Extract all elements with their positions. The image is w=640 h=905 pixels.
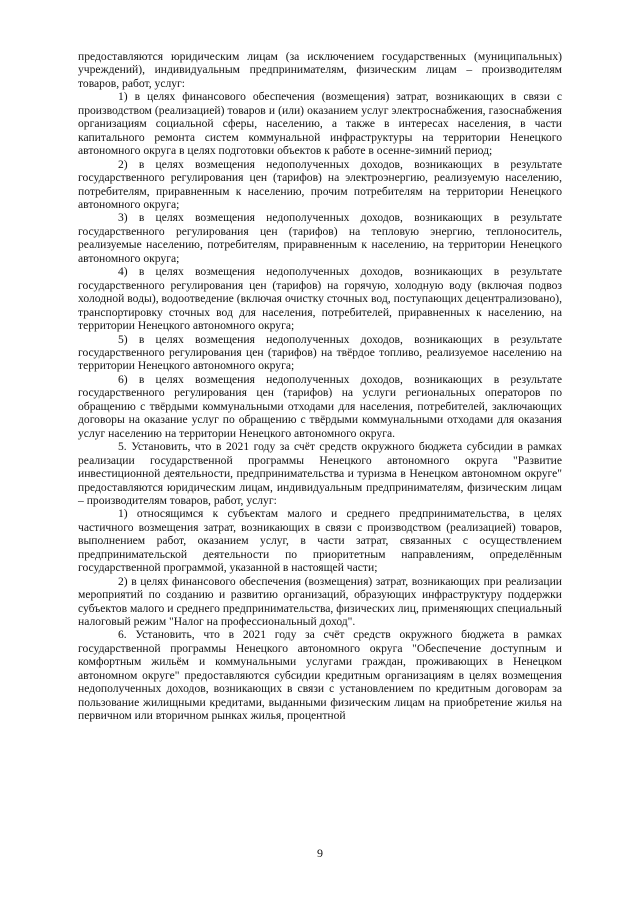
paragraph: 1) в целях финансового обеспечения (возмещения) затрат, возникающих в связи с производством (реализацией) товаров и (или) оказанием услуг электроснабжения, газоснабжения организациям социальной сферы, населению, а также в интересах населения, в части капитального ремонта систем коммунальной инфраструктуры на территории Ненецкого автономного округа в целях подготовки объектов к работе в осенне-зимний период; xyxy=(78,90,562,158)
paragraph: 5. Установить, что в 2021 году за счёт средств окружного бюджета субсидии в рамках реализации государственной программы Ненецкого автономного округа "Развитие инвестиционной деятельности, предпринимательства и туризма в Ненецком автономном округе" предоставляются юридическим лицам, индивидуальным предпринимателям, физическим лицам – производителям товаров, работ, услуг: xyxy=(78,440,562,507)
paragraph: 2) в целях возмещения недополученных доходов, возникающих в результате государственного регулирования цен (тарифов) на электроэнергию, реализуемую населению, потребителям, приравненным к населению, прочим потребителям на территории Ненецкого автономного округа; xyxy=(78,157,562,211)
paragraph: 1) относящимся к субъектам малого и среднего предпринимательства, в целях частичного возмещения затрат, возникающих в связи с производством (реализацией) товаров, выполнением работ, оказанием услуг, в части затрат, связанных с осуществлением предпринимательской деятельности по приоритетным направлениям, определённым государственной программой, указанной в настоящей части; xyxy=(78,507,562,575)
body-text xyxy=(78,50,562,723)
paragraph: предоставляются юридическим лицам (за исключением государственных (муниципальных) учреждений), индивидуальным предпринимателям, физическим лицам – производителям товаров, работ, услуг: xyxy=(78,50,562,90)
paragraph: 6) в целях возмещения недополученных доходов, возникающих в результате государственного регулирования цен (тарифов) на услуги региональных операторов по обращению с твёрдыми коммунальными отходами для населения, потребителей, заключающих договоры на оказание услуг по обращению с твёрдыми коммунальными отходами для оказания услуг населению на территории Ненецкого автономного округа. xyxy=(78,372,562,440)
paragraph: 5) в целях возмещения недополученных доходов, возникающих в результате государственного регулирования цен (тарифов) на твёрдое топливо, реализуемое населению на территории Ненецкого автономного округа; xyxy=(78,332,562,373)
paragraph: 6. Установить, что в 2021 году за счёт средств окружного бюджета в рамках государственной программы Ненецкого автономного округа "Обеспечение доступным и комфортным жильём и коммунальными услугами граждан, проживающих в Ненецком автономном округе" предоставляются субсидии кредитным организациям в целях возмещения недополученных доходов, возникающих в связи с установлением по кредитным договорам за пользование жилищными кредитами, выданными физическим лицам на приобретение жилья на первичном или вторичном рынках жилья, процентной xyxy=(78,628,562,723)
paragraph: 4) в целях возмещения недополученных доходов, возникающих в результате государственного регулирования цен (тарифов) на горячую, холодную воду (включая подвоз холодной воды), водоотведение (включая очистку сточных вод, поступающих децентрализовано), транспортировку сточных вод для населения, потребителей, приравненных к населению, на территории Ненецкого автономного округа; xyxy=(78,265,562,333)
paragraph: 3) в целях возмещения недополученных доходов, возникающих в результате государственного регулирования цен (тарифов) на тепловую энергию, теплоноситель, реализуемые населению, потребителям, приравненным к населению, на территории Ненецкого автономного округа; xyxy=(78,211,562,265)
page-number: 9 xyxy=(317,846,323,860)
paragraph: 2) в целях финансового обеспечения (возмещения) затрат, возникающих при реализации мероприятий по созданию и развитию организаций, образующих инфраструктуру поддержки субъектов малого и среднего предпринимательства, физических лиц, применяющих специальный налоговый режим "Налог на профессиональный доход". xyxy=(78,574,562,629)
